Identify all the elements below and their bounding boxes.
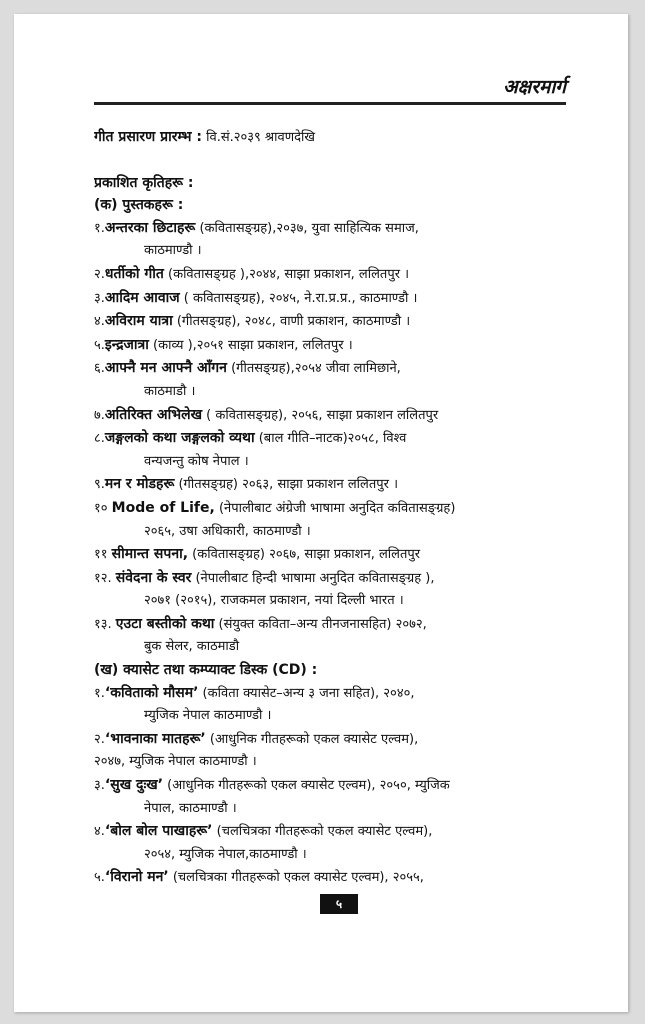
running-header (94, 72, 566, 105)
item-details: (चलचित्रका गीतहरूको एकल क्यासेट एल्वम), २०५५, (168, 870, 424, 886)
item-number: ११ (94, 547, 112, 563)
item-details: (कवितासङ्ग्रह ),२०४४, साझा प्रकाशन, ललितपुर । (163, 266, 410, 282)
page-number: ५ (320, 894, 358, 914)
item-continuation: वन्यजन्तु कोष नेपाल । (144, 453, 249, 469)
item-details: (कवितासङ्ग्रह) २०६७, साझा प्रकाशन, ललितपुर (188, 547, 421, 563)
item-title: अतिरिक्त अभिलेख (104, 406, 203, 423)
item-number: २. (94, 731, 105, 747)
item-title: अविराम यात्रा (104, 313, 173, 330)
item-details: ( कवितासङ्ग्रह), २०४५, ने.रा.प्र.प्र., काठमाण्डौ । (179, 290, 418, 306)
item-number: ९. (94, 477, 105, 493)
item-title: ‘विरानो मन’ (104, 869, 169, 886)
item-details: (कविता क्यासेट–अन्य ३ जना सहित), २०४०, (198, 685, 415, 701)
item-title: ‘भावनाका मातहरू’ (104, 730, 206, 747)
item-details: (काव्य ),२०५१ साझा प्रकाशन, ललितपुर । (148, 337, 353, 353)
item-details: (नेपालीबाट हिन्दी भाषामा अनुदित कवितासङ्ग्रह ), (191, 570, 435, 586)
list-item (94, 427, 566, 451)
item-number: १. (94, 220, 105, 236)
item-number: ५. (94, 870, 105, 886)
list-item (94, 334, 566, 358)
item-continuation: २०७१ (२०१५), राजकमल प्रकाशन, नयां दिल्ली भारत । (144, 593, 404, 609)
item-continuation: काठमाण्डौ । (144, 243, 202, 259)
page-content (94, 126, 566, 890)
item-title: संवेदना के स्वर (115, 569, 192, 586)
item-number: ६. (94, 361, 105, 377)
list-item (94, 543, 566, 567)
item-title: जङ्गलको कथा जङ्गलको व्यथा (104, 430, 255, 447)
running-header-title: अक्षरमार्ग (503, 76, 566, 98)
item-title: अन्तरका छिटाहरू (104, 219, 196, 236)
list-item (94, 774, 566, 798)
item-title: आदिम आवाज (104, 289, 180, 306)
document-page (14, 14, 628, 1012)
item-details: (आधुनिक गीतहरूको एकल क्यासेट एल्वम), (205, 731, 419, 747)
list-item (94, 217, 566, 241)
item-title: ‘कविताको मौसम’ (104, 684, 199, 701)
spacer (94, 150, 566, 172)
item-details: (गीतसङ्ग्रह),२०५४ जीवा लामिछाने, (226, 361, 401, 377)
item-number: २. (94, 266, 105, 282)
books-heading: (क) पुस्तकहरू : (94, 197, 184, 214)
item-details: (संयुक्त कविता–अन्य तीनजनासहित) २०७२, (214, 616, 427, 632)
item-number: ७. (94, 407, 105, 423)
list-item (94, 613, 566, 637)
list-item (94, 682, 566, 706)
item-continuation: नेपाल, काठमाण्डौ । (144, 800, 237, 816)
item-number: ८. (94, 431, 105, 447)
list-item (94, 310, 566, 334)
item-details: (नेपालीबाट अंग्रेजी भाषामा अनुदित कवितासङ्ग्रह) (214, 500, 456, 516)
item-details: (चलचित्रका गीतहरूको एकल क्यासेट एल्वम), (212, 824, 433, 840)
item-details: (गीतसङ्ग्रह) २०६३, साझा प्रकाशन ललितपुर । (174, 477, 399, 493)
item-number: १. (94, 685, 105, 701)
item-title: आफ्नै मन आफ्नै आँगन (104, 360, 227, 377)
item-details: (बाल गीति–नाटक)२०५८, विश्व (254, 431, 407, 447)
item-number: ३. (94, 778, 105, 794)
item-number: १० (94, 500, 112, 516)
cassettes-heading: (ख) क्यासेट तथा कम्प्याक्ट डिस्क (CD) : (94, 662, 318, 679)
item-number: ५. (94, 337, 105, 353)
list-item (94, 404, 566, 428)
list-item (94, 473, 566, 497)
item-continuation: २०५४, म्युजिक नेपाल,काठमाण्डौ । (144, 846, 307, 862)
list-item (94, 567, 566, 591)
item-details: (कवितासङ्ग्रह),२०३७, युवा साहित्यिक समाज, (195, 220, 419, 236)
item-details: (आधुनिक गीतहरूको एकल क्यासेट एल्वम), २०५०, म्युजिक (163, 778, 450, 794)
item-details: ( कवितासङ्ग्रह), २०५६, साझा प्रकाशन ललितपुर (202, 407, 439, 423)
item-number: १२. (94, 570, 116, 586)
list-item (94, 728, 566, 752)
item-title: सीमान्त सपना, (111, 546, 189, 563)
list-item (94, 357, 566, 381)
item-continuation: २०४७, म्युजिक नेपाल काठमाण्डौ । (94, 754, 257, 770)
song-broadcast-label: गीत प्रसारण प्रारम्भ : (94, 129, 202, 145)
list-item (94, 497, 566, 521)
cassettes-list (94, 682, 566, 890)
item-number: १३. (94, 616, 116, 632)
item-details: (गीतसङ्ग्रह), २०४८, वाणी प्रकाशन, काठमाण्डौ । (172, 314, 411, 330)
list-item (94, 820, 566, 844)
item-title: धर्तीको गीत (104, 265, 164, 282)
item-title: ‘सुख दुःख’ (104, 777, 164, 794)
item-title: मन र मोडहरू (104, 476, 175, 493)
song-broadcast-value: वि.सं.२०३९ श्रावणदेखि (201, 130, 316, 145)
item-continuation: काठमाडौ । (144, 383, 196, 399)
song-broadcast-line (94, 126, 566, 150)
item-continuation: म्युजिक नेपाल काठमाण्डौ । (144, 708, 272, 724)
item-title: इन्द्रजात्रा (104, 336, 149, 353)
item-number: ४. (94, 314, 105, 330)
item-title: Mode of Life, (111, 499, 215, 516)
item-number: ३. (94, 290, 105, 306)
published-heading: प्रकाशित कृतिहरू : (94, 174, 194, 191)
list-item (94, 866, 566, 890)
item-number: ४. (94, 824, 105, 840)
item-title: एउटा बस्तीको कथा (115, 615, 215, 632)
item-continuation: बुक सेलर, काठमाडौ (144, 639, 240, 655)
item-title: ‘बोल बोल पाखाहरू’ (104, 823, 213, 840)
list-item (94, 263, 566, 287)
list-item (94, 287, 566, 311)
books-list (94, 217, 566, 659)
item-continuation: २०६५, उषा अधिकारी, काठमाण्डौ । (144, 523, 311, 539)
